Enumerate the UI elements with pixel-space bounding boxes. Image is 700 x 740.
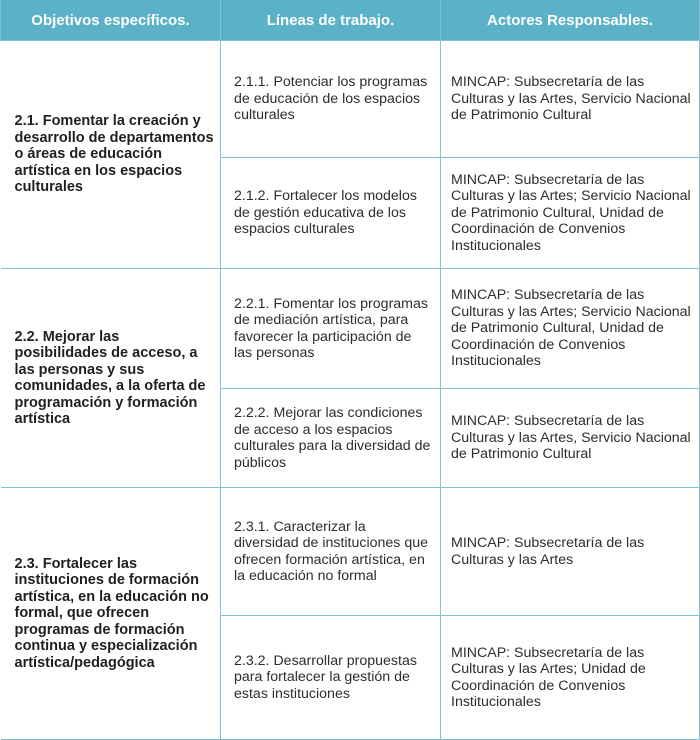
table-header-row [1, 0, 700, 41]
work-line-cell-2-2-1: 2.2.1. Fomentar los programas de mediación artística, para favorecer la participación de las personas [221, 269, 441, 389]
table-row [1, 488, 700, 616]
actors-cell-2-2-2: MINCAP: Subsecretaría de las Culturas y las Artes, Servicio Nacional de Patrimonio Cultural [441, 389, 700, 488]
objective-cell-2-1: 2.1. Fomentar la creación y desarrollo de departamentos o áreas de educación artística en los espacios culturales [1, 41, 221, 269]
objective-cell-2-2: 2.2. Mejorar las posibilidades de acceso, a las personas y sus comunidades, a la oferta de programación y formación artística [1, 269, 221, 488]
work-line-cell-2-3-2: 2.3.2. Desarrollar propuestas para fortalecer la gestión de estas instituciones [221, 616, 441, 740]
work-line-cell-2-2-2: 2.2.2. Mejorar las condiciones de acceso a los espacios culturales para la diversidad de públicos [221, 389, 441, 488]
actors-cell-2-3-1: MINCAP: Subsecretaría de las Culturas y las Artes [441, 488, 700, 616]
table-row [1, 41, 700, 158]
work-line-cell-2-1-1: 2.1.1. Potenciar los programas de educación de los espacios culturales [221, 41, 441, 158]
header-work-lines: Líneas de trabajo. [221, 0, 441, 41]
work-line-cell-2-1-2: 2.1.2. Fortalecer los modelos de gestión educativa de los espacios culturales [221, 158, 441, 269]
actors-cell-2-2-1: MINCAP: Subsecretaría de las Culturas y las Artes; Servicio Nacional de Patrimonio Cultural, Unidad de Coordinación de Convenios Institucionales [441, 269, 700, 389]
header-responsible-actors: Actores Responsables. [441, 0, 700, 41]
work-line-cell-2-3-1: 2.3.1. Caracterizar la diversidad de instituciones que ofrecen formación artística, en la educación no formal [221, 488, 441, 616]
table-row [1, 269, 700, 389]
header-objectives: Objetivos específicos. [1, 0, 221, 41]
actors-cell-2-1-1: MINCAP: Subsecretaría de las Culturas y las Artes, Servicio Nacional de Patrimonio Cultural [441, 41, 700, 158]
actors-cell-2-3-2: MINCAP: Subsecretaría de las Culturas y las Artes; Unidad de Coordinación de Convenios Institucionales [441, 616, 700, 740]
objective-cell-2-3: 2.3. Fortalecer las instituciones de formación artística, en la educación no formal, que ofrecen programas de formación continua y especialización artística/pedagógica [1, 488, 221, 740]
actors-cell-2-1-2: MINCAP: Subsecretaría de las Culturas y las Artes; Servicio Nacional de Patrimonio Cultural, Unidad de Coordinación de Convenios Institucionales [441, 158, 700, 269]
